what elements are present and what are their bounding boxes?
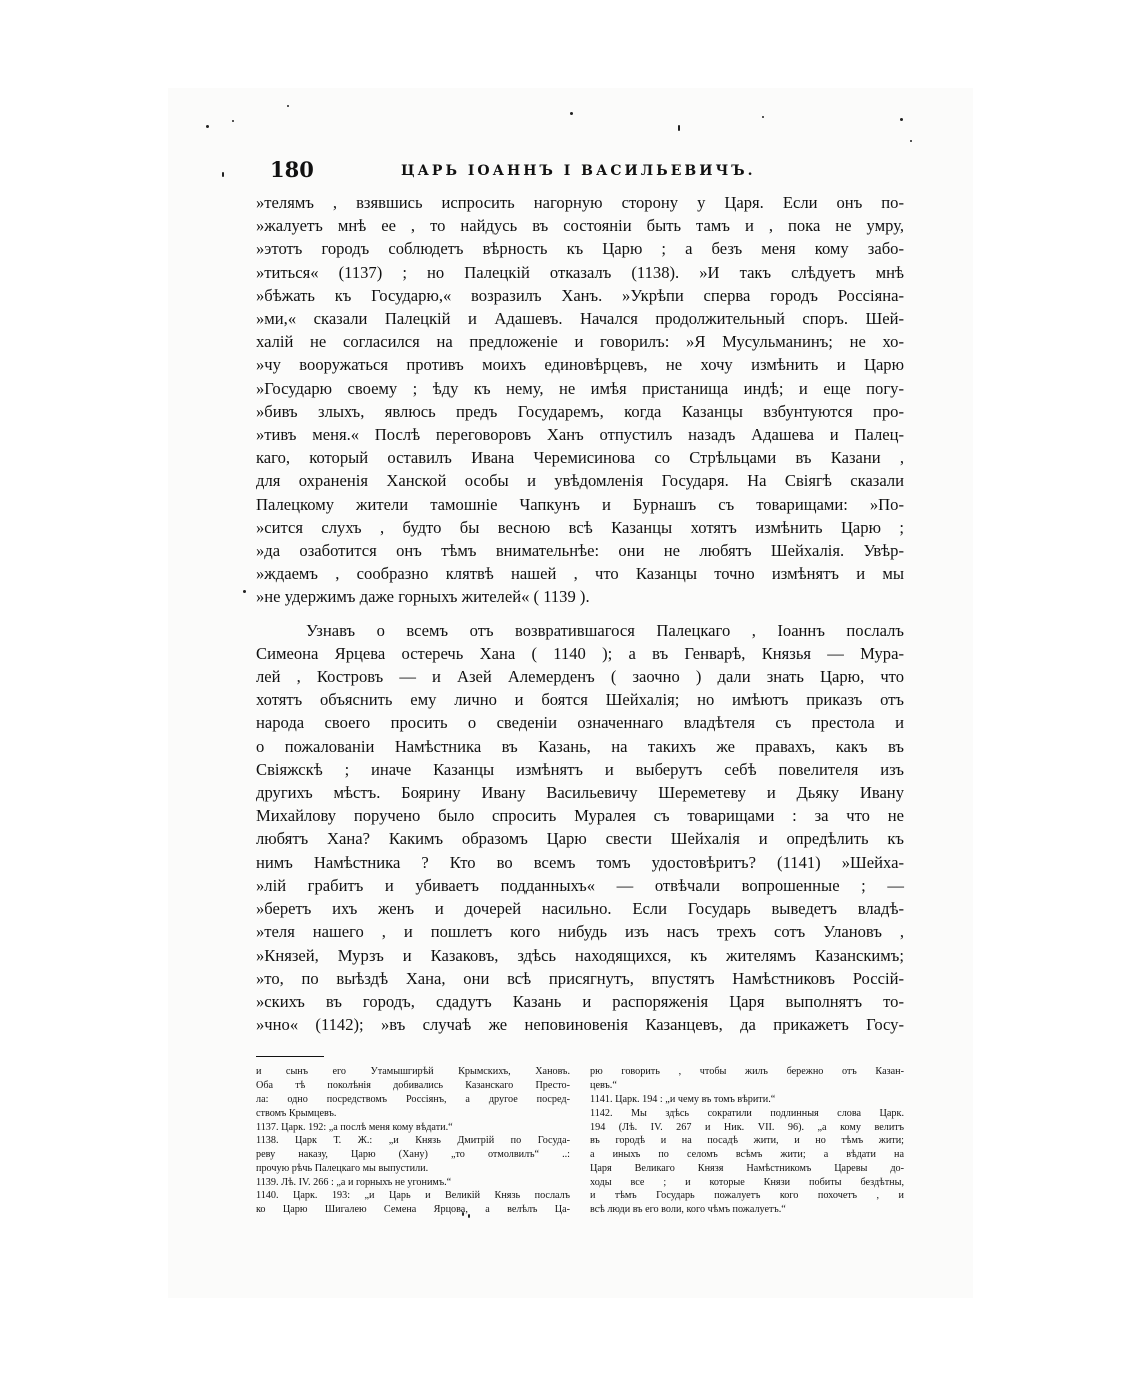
footnotes xyxy=(256,1065,904,1217)
scan-speck xyxy=(243,590,246,593)
footnote-line: 1138. Царк Т. Ж.: „и Князь Дмитрій по Госуда- xyxy=(256,1135,570,1147)
text-line: »жалуетъ мнѣ ее , то найдусь въ состояніи быть тамъ и , пока не умру, xyxy=(256,216,904,236)
text-line: Палецкому жители тамошніе Чапкунъ и Бурнашъ съ товарищами: »По- xyxy=(256,494,904,514)
text-line: »Государю своему ; ѣду къ нему, не имѣя пристанища индѣ; и еще погу- xyxy=(256,378,904,398)
scan-speck xyxy=(222,172,224,177)
footnote-line: Царя Великаго Князя Намѣстникомъ Царевы до- xyxy=(590,1162,904,1174)
text-line: »титься« (1137) ; но Палецкій отказалъ (1138). »И такъ слѣдуетъ мнѣ xyxy=(256,262,904,282)
footnote-line: реву наказу, Царю (Хану) „то отмолвилъ“ ..: xyxy=(256,1149,570,1161)
text-line: »бѣжать къ Государю,« возразилъ Ханъ. »Укрѣпи сперва городъ Россіяна- xyxy=(256,285,904,305)
text-line: »сится слухъ , будто бы весною всѣ Казанцы хотятъ измѣнить Царю ; xyxy=(256,517,904,537)
text-line: »не удержимъ даже горныхъ жителей« ( 1139 ). xyxy=(256,587,590,607)
book-page xyxy=(256,157,904,1217)
scan-speck xyxy=(287,105,289,107)
text-line: »этотъ городъ соблюдетъ вѣрность къ Царю ; а безъ меня кому забо- xyxy=(256,239,904,259)
text-line: лей , Костровъ — и Азей Алемерденъ ( заочно ) дали знать Царю, что xyxy=(256,667,904,687)
text-line: каго, который оставилъ Ивана Черемисинова со Стрѣльцами въ Казани , xyxy=(256,448,904,468)
running-title: ЦАРЬ ІОАННЪ І ВАСИЛЬЕВИЧЪ. xyxy=(401,163,756,179)
footnote-line: Оба тѣ поколѣнія добивались Казанскаго Престо- xyxy=(256,1080,570,1092)
footnote-line: 1142. Мы здѣсь сократили подлинныя слова Царк. xyxy=(590,1107,904,1119)
text-line: »то, по выѣздѣ Хана, они всѣ присягнутъ, впустятъ Намѣстниковъ Россій- xyxy=(256,968,904,988)
footnote-line: ла: одно посредствомъ Россіянъ, а другое посред- xyxy=(256,1093,570,1105)
text-line: »чу вооружаться противъ моихъ единовѣрцевъ, не хочу измѣнить и Царю xyxy=(256,355,904,375)
footnotes-right-column xyxy=(590,1065,904,1217)
footnote-line: 1141. Царк. 194 : „и чему въ томъ вѣрити.“ xyxy=(590,1093,776,1105)
scan-speck xyxy=(232,120,234,122)
scan-speck xyxy=(678,125,680,131)
scan-speck xyxy=(910,140,912,142)
footnote-line: всѣ люди въ его воли, кого чѣмъ пожалуетъ.“ xyxy=(590,1204,786,1216)
text-line: хотятъ объяснить ему лично и боятся Шейхалія; но имѣютъ приказъ отъ xyxy=(256,690,904,710)
text-line: Симеона Ярцева остеречь Хана ( 1140 ); а въ Генварѣ, Князья — Мура- xyxy=(256,643,904,663)
text-line: »чно« (1142); »въ случаѣ же неповиновенія Казанцевъ, да прикажетъ Госу- xyxy=(256,1015,904,1035)
text-line: Узнавъ о всемъ отъ возвратившагося Палецкаго , Іоаннъ послалъ xyxy=(306,620,904,640)
footnote-line: 1140. Царк. 193: „и Царь и Великій Князь послалъ xyxy=(256,1190,570,1202)
footnote-line: 194 (Лѣ. IV. 267 и Ник. VII. 96). „а кому велитъ xyxy=(590,1121,904,1133)
text-line: Свіяжскѣ ; иначе Казанцы измѣнятъ и выберутъ себѣ повелителя изъ xyxy=(256,759,904,779)
text-line: народа своего просить о сведеніи означеннаго владѣтеля съ престола и xyxy=(256,713,904,733)
footnotes-left-column xyxy=(256,1065,570,1217)
text-line: »беретъ ихъ женъ и дочерей насильно. Если Государь выведетъ владѣ- xyxy=(256,899,904,919)
page-number: 180 xyxy=(270,157,314,182)
text-line: »ждаемъ , сообразно клятвѣ нашей , что Казанцы точно измѣнятъ и мы xyxy=(256,564,904,584)
text-line: »скихъ въ городъ, сдадутъ Казань и распоряженія Царя выполнятъ то- xyxy=(256,991,904,1011)
text-line: нимъ Намѣстника ? Кто во всемъ томъ удостовѣритъ? (1141) »Шейха- xyxy=(256,852,904,872)
footnote-line: ходы все ; и которые Князи побиты бездѣтны, xyxy=(590,1176,904,1188)
text-line: другихъ мѣстъ. Боярину Ивану Васильевичу Шереметеву и Дьяку Ивану xyxy=(256,783,904,803)
text-line: о пожалованіи Намѣстника въ Казань, на такихъ же правахъ, какъ въ xyxy=(256,736,904,756)
footnote-line: рю говорить , чтобы жилъ бережно отъ Казан- xyxy=(590,1066,904,1078)
text-line: для охраненія Ханской особы и увѣдомленія Государя. На Свіягѣ сказали xyxy=(256,471,904,491)
footnote-line: ствомъ Крымцевъ. xyxy=(256,1107,337,1119)
text-line: любятъ Хана? Какимъ образомъ Царю свести Шейхалія и опредѣлить къ xyxy=(256,829,904,849)
footnote-line: и тѣмъ Государь пожалуетъ кого похочетъ , и xyxy=(590,1190,904,1202)
footnote-line: а иныхъ по селомъ всѣмъ жити; а вѣдати на xyxy=(590,1149,904,1161)
footnote-line: 1139. Лѣ. IV. 266 : „а и горныхъ не угонимъ.“ xyxy=(256,1176,452,1188)
text-line: »бивъ злыхъ, явлюсь предъ Государемъ, когда Казанцы взбунтуются про- xyxy=(256,401,904,421)
scan-speck xyxy=(900,118,903,121)
footnote-line: ко Царю Шигалею Семена Ярцова, а велѣлъ Ца- xyxy=(256,1204,570,1216)
text-line: »лій грабитъ и убиваетъ подданныхъ« — отвѣчали вопрошенные ; — xyxy=(256,875,904,895)
text-line: »тивъ меня.« Послѣ переговоровъ Ханъ отпустилъ назадъ Адашева и Палец- xyxy=(256,425,904,445)
footnote-line: въ городѣ и на посадѣ жити, и но тѣмъ жити; xyxy=(590,1135,904,1147)
paragraph xyxy=(256,619,904,1037)
footnote-line: цевъ.“ xyxy=(590,1080,617,1092)
paragraph xyxy=(256,191,904,609)
text-line: халій не согласился на предложеніе и говорилъ: »Я Мусульманинъ; не хо- xyxy=(256,332,904,352)
body-text xyxy=(256,191,904,1036)
running-head xyxy=(256,157,904,191)
text-line: Михайлову поручено было спросить Муралея съ товарищами : за что не xyxy=(256,806,904,826)
scan-speck xyxy=(570,112,573,115)
text-line: »телямъ , взявшись испросить нагорную сторону у Царя. Если онъ по- xyxy=(256,193,904,212)
footnote-rule xyxy=(256,1056,324,1057)
scan-speck xyxy=(762,116,764,118)
text-line: »да озаботится онъ тѣмъ внимательнѣе: они не любятъ Шейхалія. Увѣр- xyxy=(256,541,904,561)
scan-speck xyxy=(206,125,209,128)
text-line: »теля нашего , и пошлетъ кого нибудь изъ насъ трехъ сотъ Улановъ , xyxy=(256,922,904,942)
text-line: »ми,« сказали Палецкій и Адашевъ. Начался продолжительный споръ. Шей- xyxy=(256,309,904,329)
footnote-line: прочую рѣчь Палецкаго мы выпустили. xyxy=(256,1162,429,1174)
footnote-line: 1137. Царк. 192: „а послѣ меня кому вѣдати.“ xyxy=(256,1121,453,1133)
footnote-line: и сынъ его Утамышгирѣй Крымскихъ, Хановъ. xyxy=(256,1066,570,1078)
text-line: »Князей, Мурзъ и Казаковъ, здѣсь находящихся, къ жителямъ Казанскимъ; xyxy=(256,945,904,965)
